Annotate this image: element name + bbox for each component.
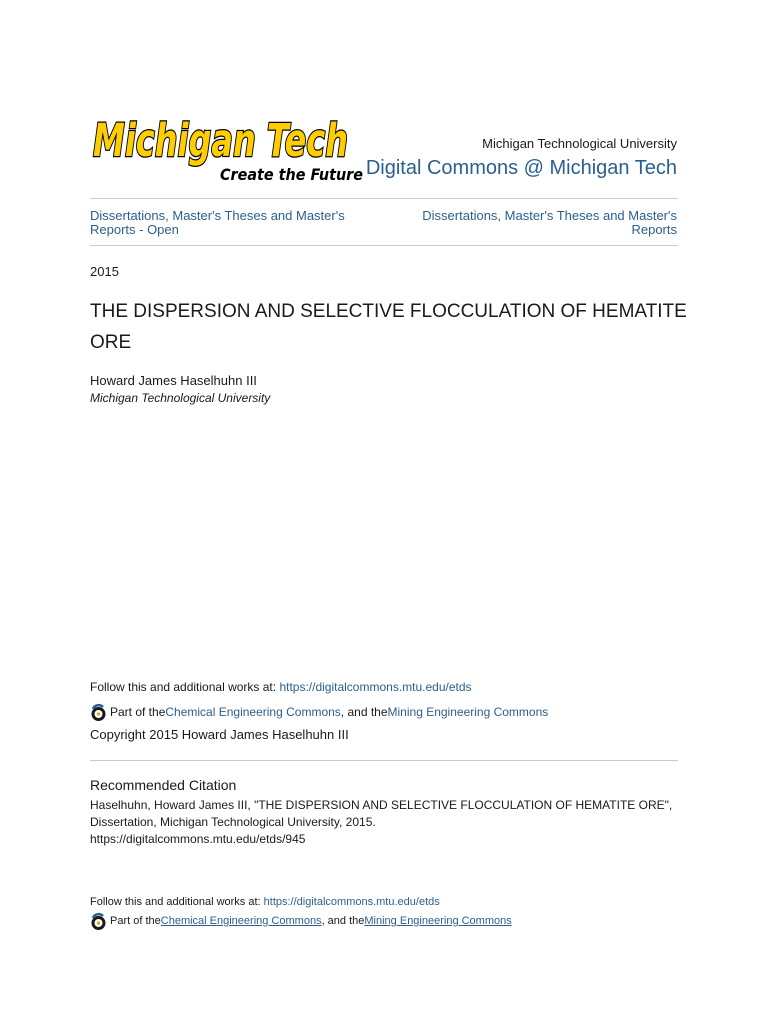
open-access-icon: [90, 704, 107, 721]
open-access-icon: [90, 913, 107, 930]
svg-text:Create the Future: Create the Future: [220, 165, 364, 184]
chemical-engineering-commons-link[interactable]: Chemical Engineering Commons: [165, 704, 341, 719]
copyright-notice: Copyright 2015 Howard James Haselhuhn III: [90, 727, 349, 742]
part-of-line: [90, 702, 548, 722]
collection-link-open[interactable]: Dissertations, Master's Theses and Master's Reports - Open: [90, 208, 345, 237]
follow-url-link[interactable]: https://digitalcommons.mtu.edu/etds: [263, 896, 440, 908]
chemical-engineering-commons-link[interactable]: Chemical Engineering Commons: [160, 915, 322, 927]
author-affiliation: Michigan Technological University: [90, 391, 271, 405]
collection-link-parent[interactable]: Dissertations, Master's Theses and Master's Reports: [422, 208, 677, 237]
author-name: Howard James Haselhuhn III: [90, 373, 257, 388]
citation-url: https://digitalcommons.mtu.edu/etds/945: [90, 832, 306, 846]
follow-text: Follow this and additional works at:: [90, 896, 264, 908]
university-name: Michigan Technological University: [482, 136, 677, 151]
follow-url-link[interactable]: https://digitalcommons.mtu.edu/etds: [279, 680, 472, 694]
mining-engineering-commons-link[interactable]: Mining Engineering Commons: [387, 704, 549, 719]
and-the-text: , and the: [340, 704, 388, 719]
repository-link[interactable]: Digital Commons @ Michigan Tech: [365, 157, 677, 179]
follow-text: Follow this and additional works at:: [90, 680, 280, 694]
citation-line: Haselhuhn, Howard James III, "THE DISPERSION AND SELECTIVE FLOCCULATION OF HEMATITE ORE",: [90, 798, 673, 812]
mining-engineering-commons-link[interactable]: Mining Engineering Commons: [364, 915, 512, 927]
citation-heading: Recommended Citation: [90, 777, 237, 793]
follow-line: [90, 680, 472, 695]
michigan-tech-logo[interactable]: [90, 112, 365, 188]
document-title: THE DISPERSION AND SELECTIVE FLOCCULATION OF HEMATITE ORE: [90, 301, 687, 353]
citation-divider: [90, 760, 678, 761]
publication-year: 2015: [90, 264, 119, 279]
collections-divider: [90, 245, 678, 246]
header-divider: [90, 198, 678, 199]
part-of-text: Part of the: [110, 704, 166, 719]
and-the-text: , and the: [321, 915, 365, 927]
part-of-text: Part of the: [110, 915, 161, 927]
citation-line: Dissertation, Michigan Technological University, 2015.: [90, 815, 376, 829]
follow-line-footer: [90, 895, 440, 909]
svg-text:Michigan Tech: Michigan Tech: [93, 114, 348, 167]
citation-body: [90, 797, 690, 848]
part-of-line-footer: [90, 911, 512, 931]
